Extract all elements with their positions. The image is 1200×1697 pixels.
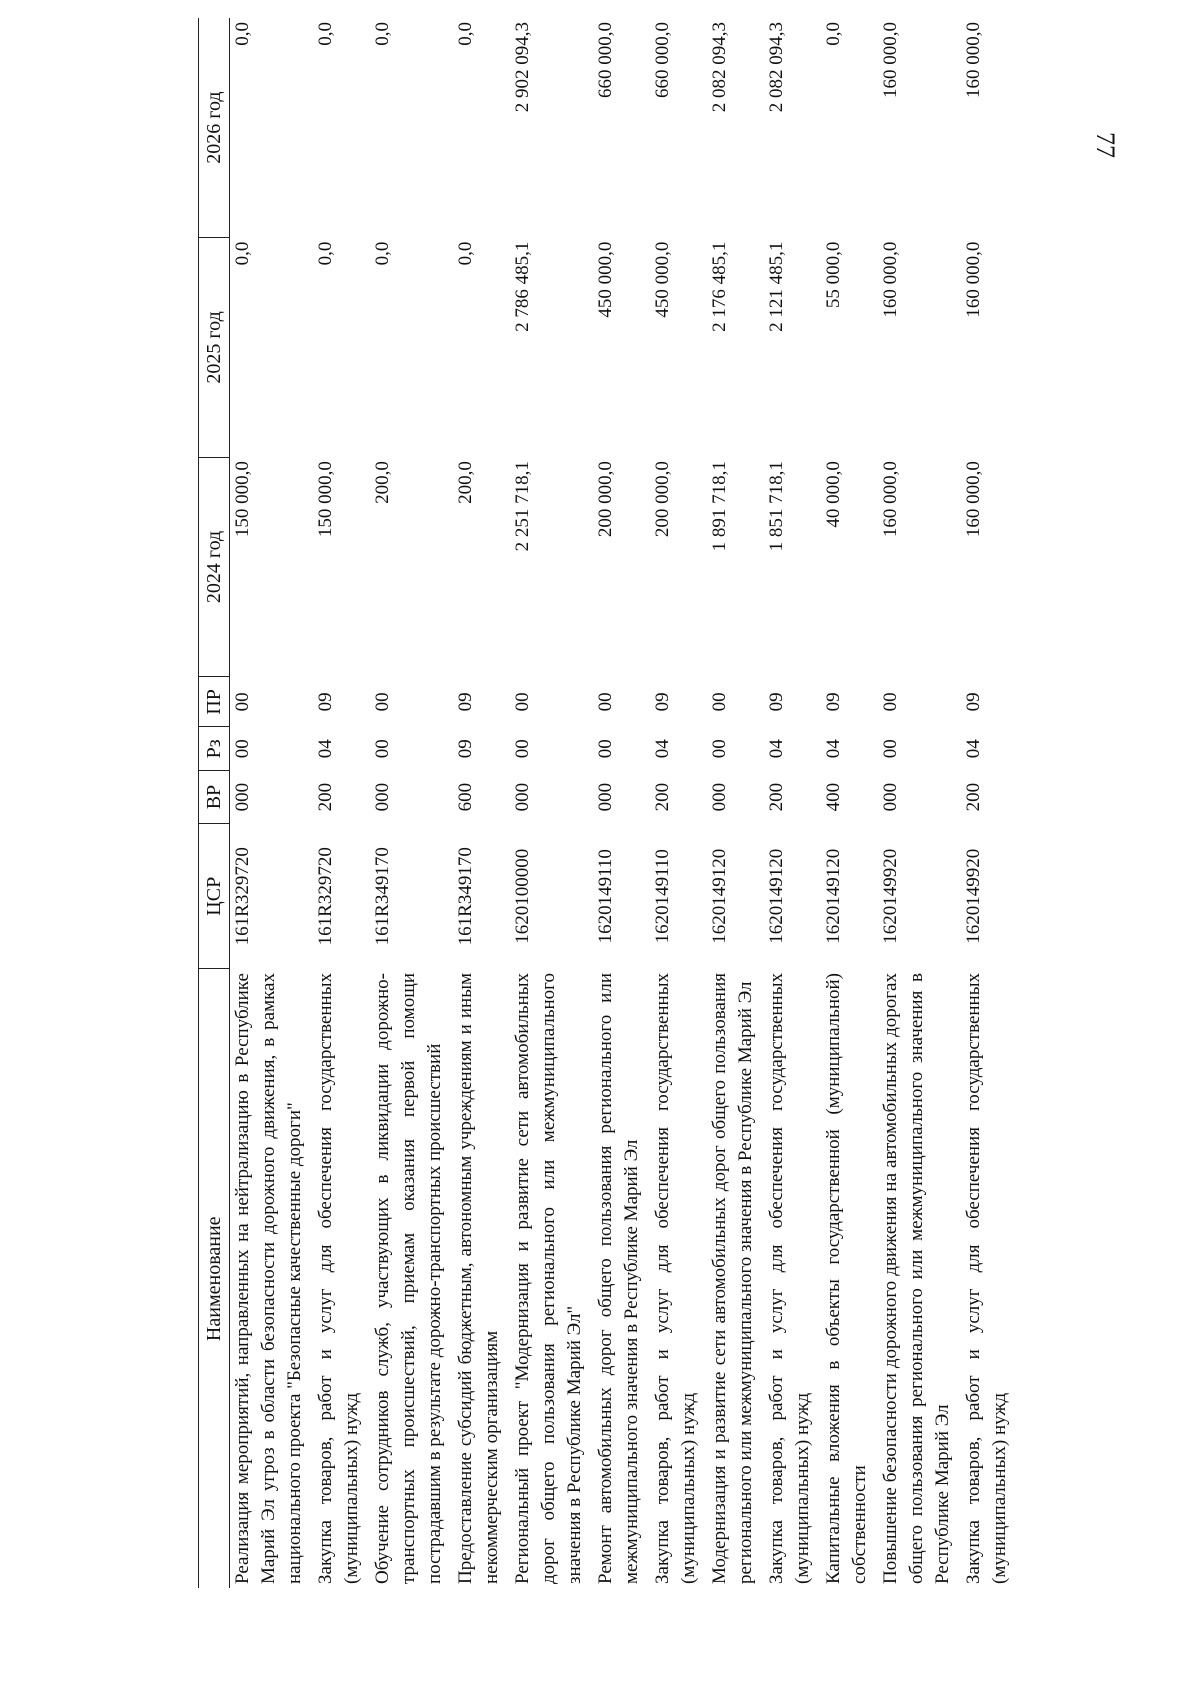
row-pr: 09 [455,692,476,712]
row-name: Обучение сотрудников служб, участвующих в ликвидации дорожно-транспортных происшествий, приемам оказания первой помощи пострадавшим в результате дорожно-транспортных происшествий [372,973,445,1584]
row-vr: 200 [963,782,984,812]
row-2025: 0,0 [372,241,393,266]
row-rz: 00 [512,739,533,759]
row-name: Повышение безопасности дорожного движения на автомобильных дорогах общего пользования регионального или межмуниципального значения в Республике Марий Эл [880,973,953,1584]
row-2026: 660 000,0 [652,22,673,98]
table-row [313,18,370,1588]
row-vr: 000 [880,782,901,812]
row-pr: 09 [963,692,984,712]
table-row [961,18,1018,1588]
row-name: Предоставление субсидий бюджетным, автономным учреждениям и иным некоммерческим организациям [455,973,502,1584]
row-vr: 000 [372,782,393,812]
row-pr: 00 [232,692,253,712]
row-2025: 160 000,0 [880,241,901,318]
row-pr: 09 [766,692,787,712]
row-rz: 00 [232,739,253,759]
row-csr: 1620149110 [595,849,616,944]
table-row [707,18,764,1588]
row-rz: 09 [455,739,476,759]
row-rz: 04 [963,739,984,759]
table-header-row [199,18,230,1588]
row-rz: 00 [880,739,901,759]
row-rz: 00 [372,739,393,759]
row-csr: 161R329720 [232,847,253,946]
row-csr: 1620149120 [766,848,787,944]
row-pr: 00 [880,692,901,712]
row-2025: 160 000,0 [963,241,984,318]
row-2024: 1 891 718,1 [709,461,730,552]
row-name: Региональный проект "Модернизация и развитие сети автомобильных дорог общего пользования регионального или межмуниципального значения в Республике Марий Эл" [512,973,585,1584]
row-2026: 660 000,0 [595,22,616,98]
row-2024: 2 251 718,1 [512,461,533,552]
row-2026: 2 902 094,3 [512,22,533,113]
row-name: Реализация мероприятий, направленных на нейтрализацию в Республике Марий Эл угроз в области безопасности дорожного движения, в рамках национального проекта "Безопасные качественные дороги" [232,973,305,1584]
row-rz: 04 [315,739,336,759]
row-2025: 450 000,0 [652,241,673,318]
row-2024: 200,0 [372,461,393,504]
row-pr: 00 [595,692,616,712]
row-2025: 2 176 485,1 [709,241,730,332]
rotated-page-content [198,18,1010,1588]
row-vr: 200 [315,782,336,812]
row-2026: 2 082 094,3 [709,22,730,113]
row-2026: 0,0 [823,22,844,46]
row-2025: 0,0 [455,241,476,266]
row-vr: 400 [823,782,844,812]
header-2025: 2025 год [199,238,230,458]
row-pr: 00 [512,692,533,712]
table-row [821,18,878,1588]
row-2024: 160 000,0 [880,461,901,538]
row-vr: 200 [652,782,673,812]
row-name: Закупка товаров, работ и услуг для обеспечения государственных (муниципальных) нужд [766,973,813,1584]
row-csr: 161R349170 [372,847,393,946]
row-vr: 600 [455,782,476,812]
row-2026: 160 000,0 [880,22,901,98]
header-2026: 2026 год [199,18,230,238]
row-pr: 09 [823,692,844,712]
row-2025: 0,0 [232,241,253,266]
row-2024: 150 000,0 [232,461,253,538]
row-2024: 1 851 718,1 [766,461,787,552]
row-csr: 1620149920 [963,848,984,944]
row-2026: 0,0 [232,22,253,46]
header-2024: 2024 год [199,457,230,677]
row-2024: 40 000,0 [823,461,844,528]
row-2026: 0,0 [372,22,393,46]
row-rz: 04 [652,739,673,759]
row-vr: 200 [766,782,787,812]
row-2025: 55 000,0 [823,241,844,309]
row-csr: 1620149120 [823,848,844,944]
row-2025: 450 000,0 [595,241,616,318]
row-name: Закупка товаров, работ и услуг для обеспечения государственных (муниципальных) нужд [963,973,1010,1584]
row-name: Закупка товаров, работ и услуг для обеспечения государственных (муниципальных) нужд [315,973,362,1584]
row-csr: 161R329720 [315,847,336,946]
row-csr: 1620149110 [652,849,673,944]
header-rz: Рз [199,727,230,771]
row-name: Ремонт автомобильных дорог общего пользования регионального или межмуниципального значения в Республике Марий Эл [595,973,642,1584]
row-csr: 1620149920 [880,848,901,944]
row-2024: 150 000,0 [315,461,336,538]
row-2024: 200 000,0 [652,461,673,538]
table-row [453,18,510,1588]
header-name: Наименование [199,969,230,1588]
row-name: Модернизация и развитие сети автомобильных дорог общего пользования регионального или межмуниципального значения в Республике Марий Эл [709,973,756,1584]
row-2024: 200 000,0 [595,461,616,538]
row-2024: 200,0 [455,461,476,504]
table-row [510,18,593,1588]
row-rz: 00 [595,739,616,759]
row-2026: 2 082 094,3 [766,22,787,113]
row-name: Капитальные вложения в объекты государственной (муниципальной) собственности [823,973,870,1584]
row-2025: 2 786 485,1 [512,241,533,332]
header-vr: ВР [199,771,230,824]
row-vr: 000 [512,782,533,812]
row-csr: 1620100000 [512,848,533,944]
table-row [878,18,961,1588]
row-vr: 000 [232,782,253,812]
row-2026: 160 000,0 [963,22,984,98]
header-csr: ЦСР [199,824,230,969]
budget-table [198,18,1018,1588]
row-rz: 00 [709,739,730,759]
table-row [764,18,821,1588]
table-row [230,18,314,1588]
table-row [370,18,453,1588]
row-2024: 160 000,0 [963,461,984,538]
row-csr: 161R349170 [455,847,476,946]
row-rz: 04 [766,739,787,759]
table-row [650,18,707,1588]
row-2025: 0,0 [315,241,336,266]
row-pr: 09 [315,692,336,712]
row-name: Закупка товаров, работ и услуг для обеспечения государственных (муниципальных) нужд [652,973,699,1584]
row-pr: 09 [652,692,673,712]
row-csr: 1620149120 [709,848,730,944]
row-vr: 000 [595,782,616,812]
row-2026: 0,0 [455,22,476,46]
page-number: 77 [1091,132,1120,158]
row-2025: 2 121 485,1 [766,241,787,332]
header-pr: ПР [199,677,230,727]
row-2026: 0,0 [315,22,336,46]
row-pr: 00 [709,692,730,712]
row-rz: 04 [823,739,844,759]
row-vr: 000 [709,782,730,812]
row-pr: 00 [372,692,393,712]
table-row [593,18,650,1588]
